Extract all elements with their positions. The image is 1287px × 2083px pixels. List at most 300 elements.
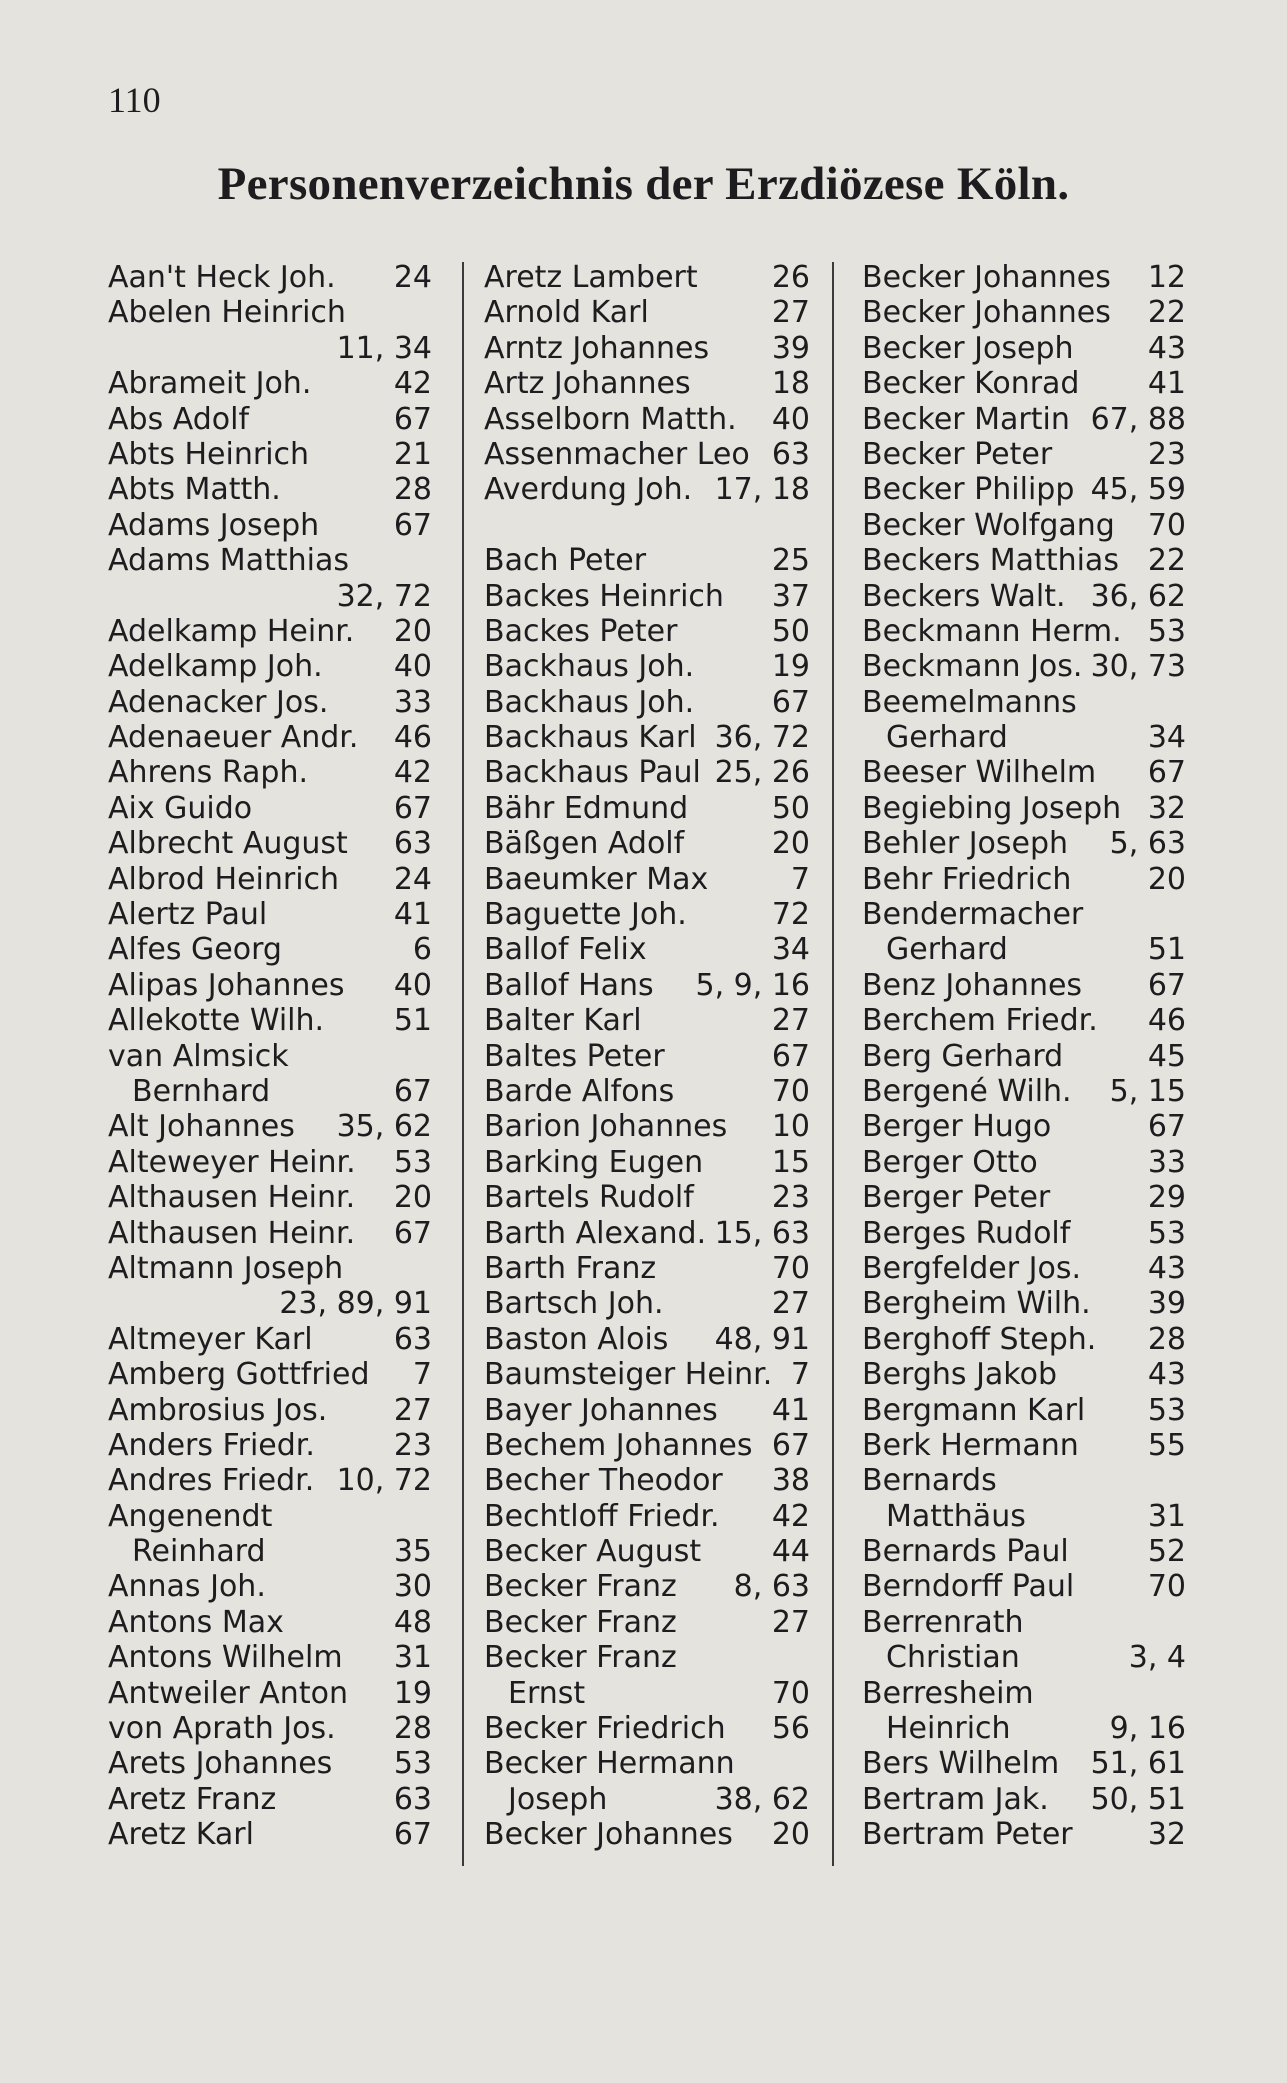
index-entry (862, 685, 1186, 756)
entry-page-refs: 46 (1147, 1003, 1186, 1039)
entry-line (108, 649, 432, 684)
entry-page-refs: 48 (393, 1604, 432, 1640)
entry-line (108, 1499, 432, 1534)
entry-page-refs: 11, 34 (336, 330, 432, 366)
entry-page-refs: 38 (771, 1463, 810, 1499)
index-entry (484, 1145, 810, 1180)
entry-page-refs: 67 (1147, 755, 1186, 791)
index-entry (484, 685, 810, 720)
entry-name: Antons Max (108, 1604, 284, 1640)
entry-page-refs: 36, 62 (1090, 578, 1186, 614)
entry-name: Becker Johannes (862, 260, 1111, 295)
entry-name: Annas Joh. (108, 1569, 266, 1605)
entry-page-refs: 44 (771, 1534, 810, 1570)
entry-page-refs: 20 (1147, 861, 1186, 897)
index-entry (108, 1109, 432, 1144)
entry-page-refs: 34 (1147, 720, 1186, 756)
entry-page-refs: 27 (393, 1392, 432, 1428)
entry-line (484, 1463, 810, 1498)
index-entry (108, 1216, 432, 1251)
entry-line (108, 1428, 432, 1463)
index-entry (108, 1393, 432, 1428)
entry-line (108, 508, 432, 543)
index-column-1 (108, 260, 432, 1853)
entry-name: Gerhard (886, 720, 1008, 756)
entry-page-refs: 70 (771, 1073, 810, 1109)
entry-name: Beckers Matthias (862, 543, 1119, 579)
entry-continuation-line (108, 1534, 432, 1569)
entry-page-refs: 53 (1147, 613, 1186, 649)
entry-name: Berghs Jakob (862, 1357, 1057, 1393)
entry-name: Antons Wilhelm (108, 1640, 343, 1676)
entry-continuation-line (108, 1074, 432, 1109)
entry-name: Ambrosius Jos. (108, 1392, 328, 1428)
entry-line (862, 508, 1186, 543)
index-entry (484, 402, 810, 437)
entry-name: Becker Joseph (862, 330, 1074, 366)
entry-page-refs: 33 (1147, 1144, 1186, 1180)
entry-page-refs: 10 (771, 1109, 810, 1145)
index-column-3 (862, 260, 1186, 1853)
entry-line (484, 579, 810, 614)
entry-name: Ahrens Raph. (108, 755, 309, 791)
entry-line (108, 720, 432, 755)
index-entry (484, 826, 810, 861)
entry-name: Becker Philipp (862, 472, 1075, 508)
entry-page-refs: 19 (393, 1675, 432, 1711)
index-entry (862, 260, 1186, 295)
entry-line (484, 1605, 810, 1640)
index-entry (484, 1711, 810, 1746)
entry-line (862, 1393, 1186, 1428)
entry-line (862, 402, 1186, 437)
index-entry (862, 472, 1186, 507)
entry-page-refs: 72 (771, 897, 810, 933)
entry-page-refs: 67 (393, 790, 432, 826)
entry-page-refs: 46 (393, 720, 432, 756)
letter-gap (484, 508, 810, 543)
entry-name: Becker Peter (862, 436, 1053, 472)
index-entry (484, 1357, 810, 1392)
index-entry (862, 1145, 1186, 1180)
entry-name: Becker Konrad (862, 366, 1080, 402)
index-entry (484, 1534, 810, 1569)
entry-page-refs: 40 (771, 401, 810, 437)
entry-name: Aretz Lambert (484, 260, 698, 295)
index-entry (108, 826, 432, 861)
entry-name: Bäßgen Adolf (484, 826, 685, 862)
entry-line (108, 1145, 432, 1180)
entry-line (484, 331, 810, 366)
entry-name: Aretz Karl (108, 1817, 254, 1853)
index-entry (862, 508, 1186, 543)
entry-page-refs: 67 (393, 507, 432, 543)
entry-page-refs: 28 (393, 1711, 432, 1747)
entry-line (108, 1569, 432, 1604)
index-entry (484, 897, 810, 932)
index-entry (484, 260, 810, 295)
entry-page-refs: 26 (771, 260, 810, 295)
page-title: Personenverzeichnis der Erzdiözese Köln. (217, 158, 1070, 210)
entry-name: Becker Wolfgang (862, 507, 1115, 543)
entry-name: Becker Friedrich (484, 1711, 726, 1747)
entry-name: Becker August (484, 1534, 702, 1570)
entry-page-refs: 39 (771, 330, 810, 366)
entry-line (862, 1286, 1186, 1321)
entry-name: Bayer Johannes (484, 1392, 718, 1428)
entry-line (862, 862, 1186, 897)
entry-line (484, 1180, 810, 1215)
entry-name: Bergheim Wilh. (862, 1286, 1091, 1322)
entry-page-refs: 41 (393, 897, 432, 933)
entry-line (484, 1711, 810, 1746)
entry-name: van Almsick (108, 1038, 289, 1074)
entry-line (484, 932, 810, 967)
entry-line (108, 1393, 432, 1428)
entry-line (108, 1782, 432, 1817)
entry-page-refs: 63 (393, 1781, 432, 1817)
entry-line (108, 1676, 432, 1711)
index-entry (108, 1817, 432, 1852)
entry-name: Assenmacher Leo (484, 436, 750, 472)
entry-name: Bergmann Karl (862, 1392, 1086, 1428)
entry-page-refs: 67 (1147, 1109, 1186, 1145)
index-entry (862, 437, 1186, 472)
entry-page-refs: 35, 62 (336, 1109, 432, 1145)
index-entry (484, 579, 810, 614)
entry-line (108, 1039, 432, 1074)
entry-name: Behr Friedrich (862, 861, 1072, 897)
index-entry (862, 1428, 1186, 1463)
entry-page-refs: 48, 91 (714, 1321, 810, 1357)
page-number: 110 (108, 80, 161, 120)
index-entry (484, 1640, 810, 1711)
entry-page-refs: 40 (393, 649, 432, 685)
entry-line (862, 1569, 1186, 1604)
entry-name: Becker Martin (862, 401, 1070, 437)
entry-line (862, 1109, 1186, 1144)
entry-name: Becker Franz (484, 1640, 677, 1676)
entry-name: Bach Peter (484, 543, 647, 579)
entry-name: Bartels Rudolf (484, 1180, 694, 1216)
entry-line (862, 1534, 1186, 1569)
index-entry (862, 1216, 1186, 1251)
entry-continuation-line (108, 579, 432, 614)
entry-name: Reinhard (132, 1534, 266, 1570)
entry-line (862, 1746, 1186, 1781)
entry-page-refs: 50 (771, 790, 810, 826)
entry-name: Adams Matthias (108, 543, 349, 579)
entry-line (484, 1357, 810, 1392)
entry-page-refs: 18 (771, 366, 810, 402)
index-entry (108, 1003, 432, 1038)
entry-line (108, 791, 432, 826)
entry-line (108, 1817, 432, 1852)
index-entry (484, 968, 810, 1003)
entry-page-refs: 70 (1147, 507, 1186, 543)
entry-line (484, 685, 810, 720)
entry-line (108, 685, 432, 720)
index-entry (862, 1605, 1186, 1676)
entry-line (862, 1322, 1186, 1357)
index-entry (862, 1676, 1186, 1747)
index-entry (108, 1251, 432, 1322)
entry-line (108, 1109, 432, 1144)
entry-line (862, 685, 1186, 720)
entry-page-refs: 30 (393, 1569, 432, 1605)
entry-name: Baguette Joh. (484, 897, 687, 933)
entry-page-refs: 53 (1147, 1215, 1186, 1251)
entry-page-refs: 7 (790, 1357, 810, 1393)
entry-name: Althausen Heinr. (108, 1215, 356, 1251)
entry-line (862, 366, 1186, 401)
entry-name: Berges Rudolf (862, 1215, 1071, 1251)
index-entry (862, 1322, 1186, 1357)
entry-name: Becker Johannes (862, 295, 1111, 331)
entry-page-refs: 24 (393, 861, 432, 897)
entry-page-refs: 5, 9, 16 (695, 967, 810, 1003)
index-entry (108, 1039, 432, 1110)
entry-line (862, 437, 1186, 472)
index-entry (484, 1322, 810, 1357)
index-entry (862, 1039, 1186, 1074)
entry-page-refs: 24 (393, 260, 432, 295)
entry-line (108, 295, 432, 330)
entry-name: Altmeyer Karl (108, 1321, 313, 1357)
entry-name: Adelkamp Joh. (108, 649, 323, 685)
entry-line (108, 614, 432, 649)
index-entry (862, 1074, 1186, 1109)
entry-name: Berresheim (862, 1675, 1034, 1711)
entry-continuation-line (862, 1640, 1186, 1675)
index-entry (108, 1357, 432, 1392)
entry-page-refs: 45, 59 (1090, 472, 1186, 508)
entry-name: Adelkamp Heinr. (108, 613, 355, 649)
index-entry (108, 1463, 432, 1498)
entry-page-refs: 23 (1147, 436, 1186, 472)
entry-name: Arnold Karl (484, 295, 649, 331)
entry-line (484, 366, 810, 401)
entry-continuation-line (862, 932, 1186, 967)
entry-name: Amberg Gottfried (108, 1357, 370, 1393)
entry-name: Bergené Wilh. (862, 1073, 1072, 1109)
entry-name: Matthäus (886, 1498, 1026, 1534)
entry-page-refs: 34 (771, 932, 810, 968)
index-entry (484, 1746, 810, 1817)
entry-name: Adenacker Jos. (108, 684, 329, 720)
entry-name: Abts Matth. (108, 472, 281, 508)
entry-line (862, 295, 1186, 330)
entry-name: Bernhard (132, 1073, 271, 1109)
entry-name: Beeser Wilhelm (862, 755, 1097, 791)
entry-page-refs: 27 (771, 1003, 810, 1039)
entry-page-refs: 5, 63 (1109, 826, 1186, 862)
entry-line (108, 366, 432, 401)
entry-name: Berk Hermann (862, 1427, 1079, 1463)
entry-page-refs: 15, 63 (714, 1215, 810, 1251)
entry-name: Beckmann Jos. (862, 649, 1083, 685)
entry-line (108, 1357, 432, 1392)
entry-name: Andres Friedr. (108, 1463, 315, 1499)
entry-line (484, 1428, 810, 1463)
entry-name: Joseph (508, 1781, 608, 1817)
entry-name: Backes Peter (484, 613, 678, 649)
entry-line (108, 1463, 432, 1498)
entry-page-refs: 9, 16 (1109, 1711, 1186, 1747)
entry-page-refs: 70 (771, 1675, 810, 1711)
entry-page-refs: 22 (1147, 543, 1186, 579)
entry-name: Allekotte Wilh. (108, 1003, 325, 1039)
entry-page-refs: 51, 61 (1090, 1746, 1186, 1782)
entry-page-refs: 67 (393, 1073, 432, 1109)
column-divider (462, 262, 464, 1866)
entry-continuation-line (108, 331, 432, 366)
entry-name: Antweiler Anton (108, 1675, 348, 1711)
entry-page-refs: 37 (771, 578, 810, 614)
entry-line (484, 826, 810, 861)
entry-line (484, 437, 810, 472)
index-entry (108, 295, 432, 366)
column-divider (832, 262, 834, 1866)
index-entry (862, 649, 1186, 684)
index-entry (108, 366, 432, 401)
entry-continuation-line (862, 720, 1186, 755)
entry-page-refs: 50, 51 (1090, 1781, 1186, 1817)
entry-page-refs: 42 (771, 1498, 810, 1534)
entry-page-refs: 56 (771, 1711, 810, 1747)
index-entry (108, 402, 432, 437)
index-entry (484, 614, 810, 649)
entry-page-refs: 52 (1147, 1534, 1186, 1570)
entry-page-refs: 29 (1147, 1180, 1186, 1216)
index-entry (484, 649, 810, 684)
entry-name: Bernards (862, 1463, 997, 1499)
index-entry (108, 437, 432, 472)
entry-continuation-line (862, 1499, 1186, 1534)
entry-page-refs: 32, 72 (336, 578, 432, 614)
entry-page-refs: 67 (771, 684, 810, 720)
entry-name: Berndorff Paul (862, 1569, 1075, 1605)
index-entry (484, 1569, 810, 1604)
entry-line (484, 862, 810, 897)
index-entry (862, 295, 1186, 330)
index-entry (108, 1145, 432, 1180)
index-entry (484, 932, 810, 967)
entry-page-refs: 27 (771, 1286, 810, 1322)
index-entry (108, 1428, 432, 1463)
entry-name: Backhaus Paul (484, 755, 701, 791)
index-entry (108, 260, 432, 295)
entry-name: Arntz Johannes (484, 330, 710, 366)
entry-line (484, 1640, 810, 1675)
entry-page-refs: 21 (393, 436, 432, 472)
entry-page-refs: 8, 63 (733, 1569, 810, 1605)
entry-line (108, 932, 432, 967)
entry-name: Bendermacher (862, 897, 1084, 933)
index-entry (108, 791, 432, 826)
entry-line (484, 968, 810, 1003)
entry-line (484, 1003, 810, 1038)
entry-name: Benz Johannes (862, 967, 1083, 1003)
index-entry (108, 1711, 432, 1746)
entry-line (108, 968, 432, 1003)
entry-name: Alteweyer Heinr. (108, 1144, 356, 1180)
entry-line (862, 791, 1186, 826)
entry-page-refs: 42 (393, 366, 432, 402)
index-entry (862, 1357, 1186, 1392)
entry-name: Berghoff Steph. (862, 1321, 1097, 1357)
entry-name: Adenaeuer Andr. (108, 720, 359, 756)
entry-name: Bähr Edmund (484, 790, 689, 826)
entry-name: Berger Peter (862, 1180, 1051, 1216)
entry-line (862, 472, 1186, 507)
entry-line (862, 1216, 1186, 1251)
entry-line (108, 1251, 432, 1286)
entry-line (862, 649, 1186, 684)
index-entry (862, 402, 1186, 437)
entry-name: Backhaus Joh. (484, 649, 695, 685)
entry-page-refs: 19 (771, 649, 810, 685)
entry-page-refs: 31 (1147, 1498, 1186, 1534)
entry-name: Gerhard (886, 932, 1008, 968)
entry-line (862, 1251, 1186, 1286)
entry-name: Adams Joseph (108, 507, 320, 543)
entry-name: Backhaus Karl (484, 720, 697, 756)
entry-name: Barion Johannes (484, 1109, 728, 1145)
entry-name: Alipas Johannes (108, 967, 345, 1003)
index-entry (484, 1499, 810, 1534)
entry-line (484, 1109, 810, 1144)
entry-page-refs: 28 (393, 472, 432, 508)
index-entry (484, 1180, 810, 1215)
entry-name: Balter Karl (484, 1003, 642, 1039)
index-entry (484, 1605, 810, 1640)
entry-page-refs: 41 (771, 1392, 810, 1428)
entry-line (484, 1216, 810, 1251)
index-entry (108, 1180, 432, 1215)
index-entry (862, 614, 1186, 649)
entry-line (862, 1039, 1186, 1074)
entry-line (484, 614, 810, 649)
entry-page-refs: 41 (1147, 366, 1186, 402)
entry-line (108, 1605, 432, 1640)
entry-line (108, 1003, 432, 1038)
index-entry (484, 295, 810, 330)
entry-line (484, 649, 810, 684)
entry-page-refs: 20 (771, 1817, 810, 1853)
entry-line (108, 543, 432, 578)
index-entry (108, 755, 432, 790)
entry-continuation-line (484, 1782, 810, 1817)
entry-name: Abs Adolf (108, 401, 250, 437)
entry-page-refs: 45 (1147, 1038, 1186, 1074)
entry-line (484, 1817, 810, 1852)
index-entry (108, 543, 432, 614)
entry-line (862, 1357, 1186, 1392)
entry-line (484, 755, 810, 790)
entry-name: Heinrich (886, 1711, 1011, 1747)
entry-name: Aretz Franz (108, 1781, 277, 1817)
entry-line (862, 968, 1186, 1003)
entry-name: Christian (886, 1640, 1020, 1676)
entry-line (862, 1145, 1186, 1180)
entry-line (108, 1322, 432, 1357)
index-entry (862, 1109, 1186, 1144)
index-entry (862, 791, 1186, 826)
entry-name: Berger Hugo (862, 1109, 1052, 1145)
index-entry (484, 331, 810, 366)
entry-page-refs: 7 (790, 861, 810, 897)
